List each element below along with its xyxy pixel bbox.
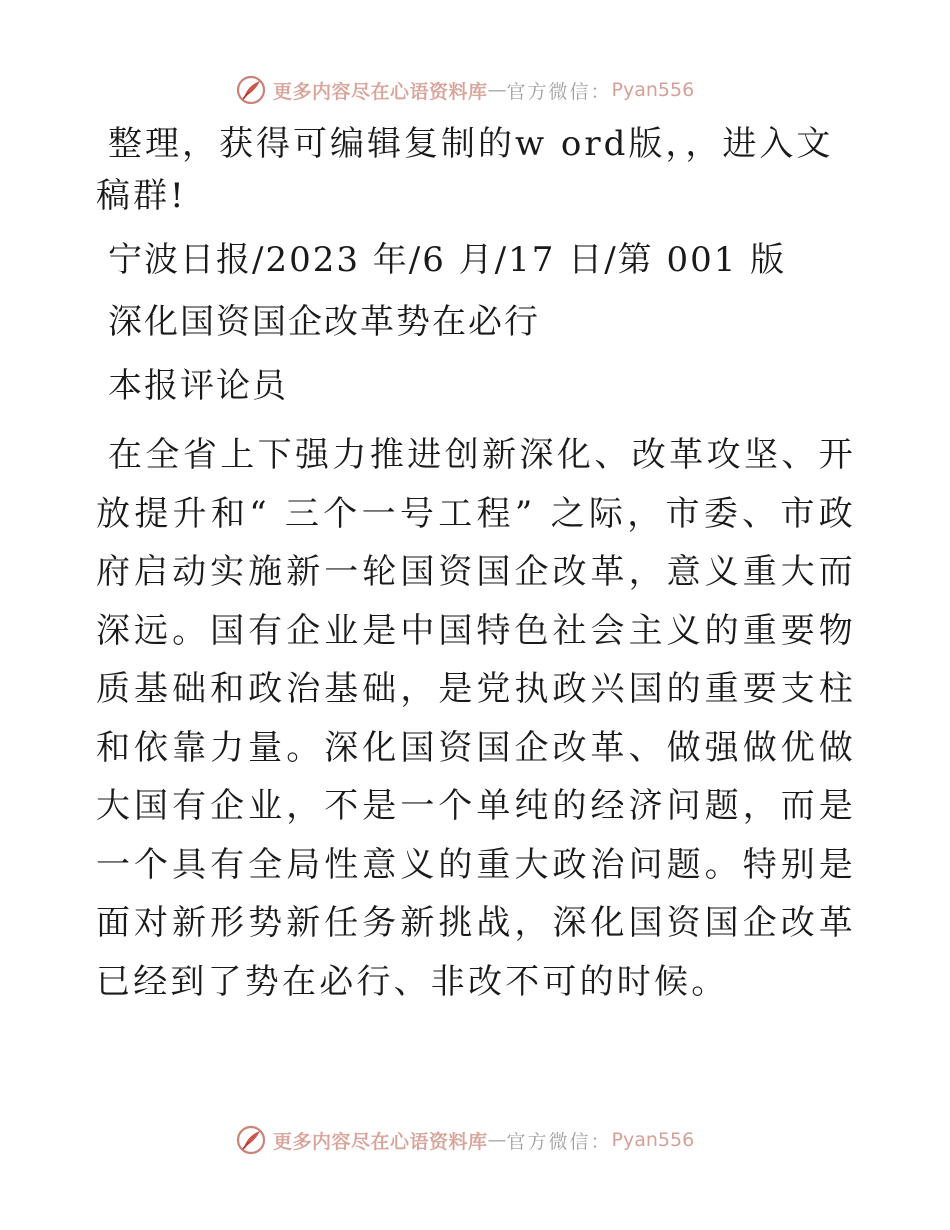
watermark-text: 更多内容尽在心语资料库 — [273, 80, 488, 103]
intro-paragraph: 整理，获得可编辑复制的w ord版，，进入文稿群! — [96, 124, 834, 216]
watermark-handle: Pyan556 — [611, 1129, 695, 1151]
body-paragraph: 在全省上下强力推进创新深化、改革攻坚、开放提升和“ 三个一号工程” 之际，市委、市政府启动实施新一轮国资国企改革，意义重大而深远。国有企业是中国特色社会主义的重要物质基础和政治基础，是党执政兴国的重要支柱和依靠力量。深化国资国企改革、做强做优做大国有企业，不是一个单纯的经济问题，而是一个具有全局性意义的重大政治问题。特别是面对新形势新任务新挑战，深化国资国企改革已经到了势在必行、非改不可的时候。 — [96, 435, 856, 1002]
footer-watermark — [235, 1122, 694, 1158]
feather-pen-logo-icon — [235, 1124, 267, 1156]
document-body — [96, 118, 856, 1011]
author-line: 本报评论员 — [108, 366, 288, 406]
watermark-handle: Pyan556 — [611, 79, 695, 101]
watermark-subtext: 官方微信： — [506, 1130, 612, 1153]
watermark-text: 更多内容尽在心语资料库 — [273, 1130, 488, 1153]
article-title: 深化国资国企改革势在必行 — [108, 302, 540, 342]
header-watermark — [235, 72, 694, 108]
byline: 宁波日报/2023 年/6 月/17 日/第 001 版 — [108, 240, 787, 280]
watermark-dash: — — [487, 79, 507, 101]
watermark-subtext: 官方微信： — [506, 80, 612, 103]
feather-pen-logo-icon — [235, 74, 267, 106]
watermark-dash: — — [487, 1129, 507, 1151]
